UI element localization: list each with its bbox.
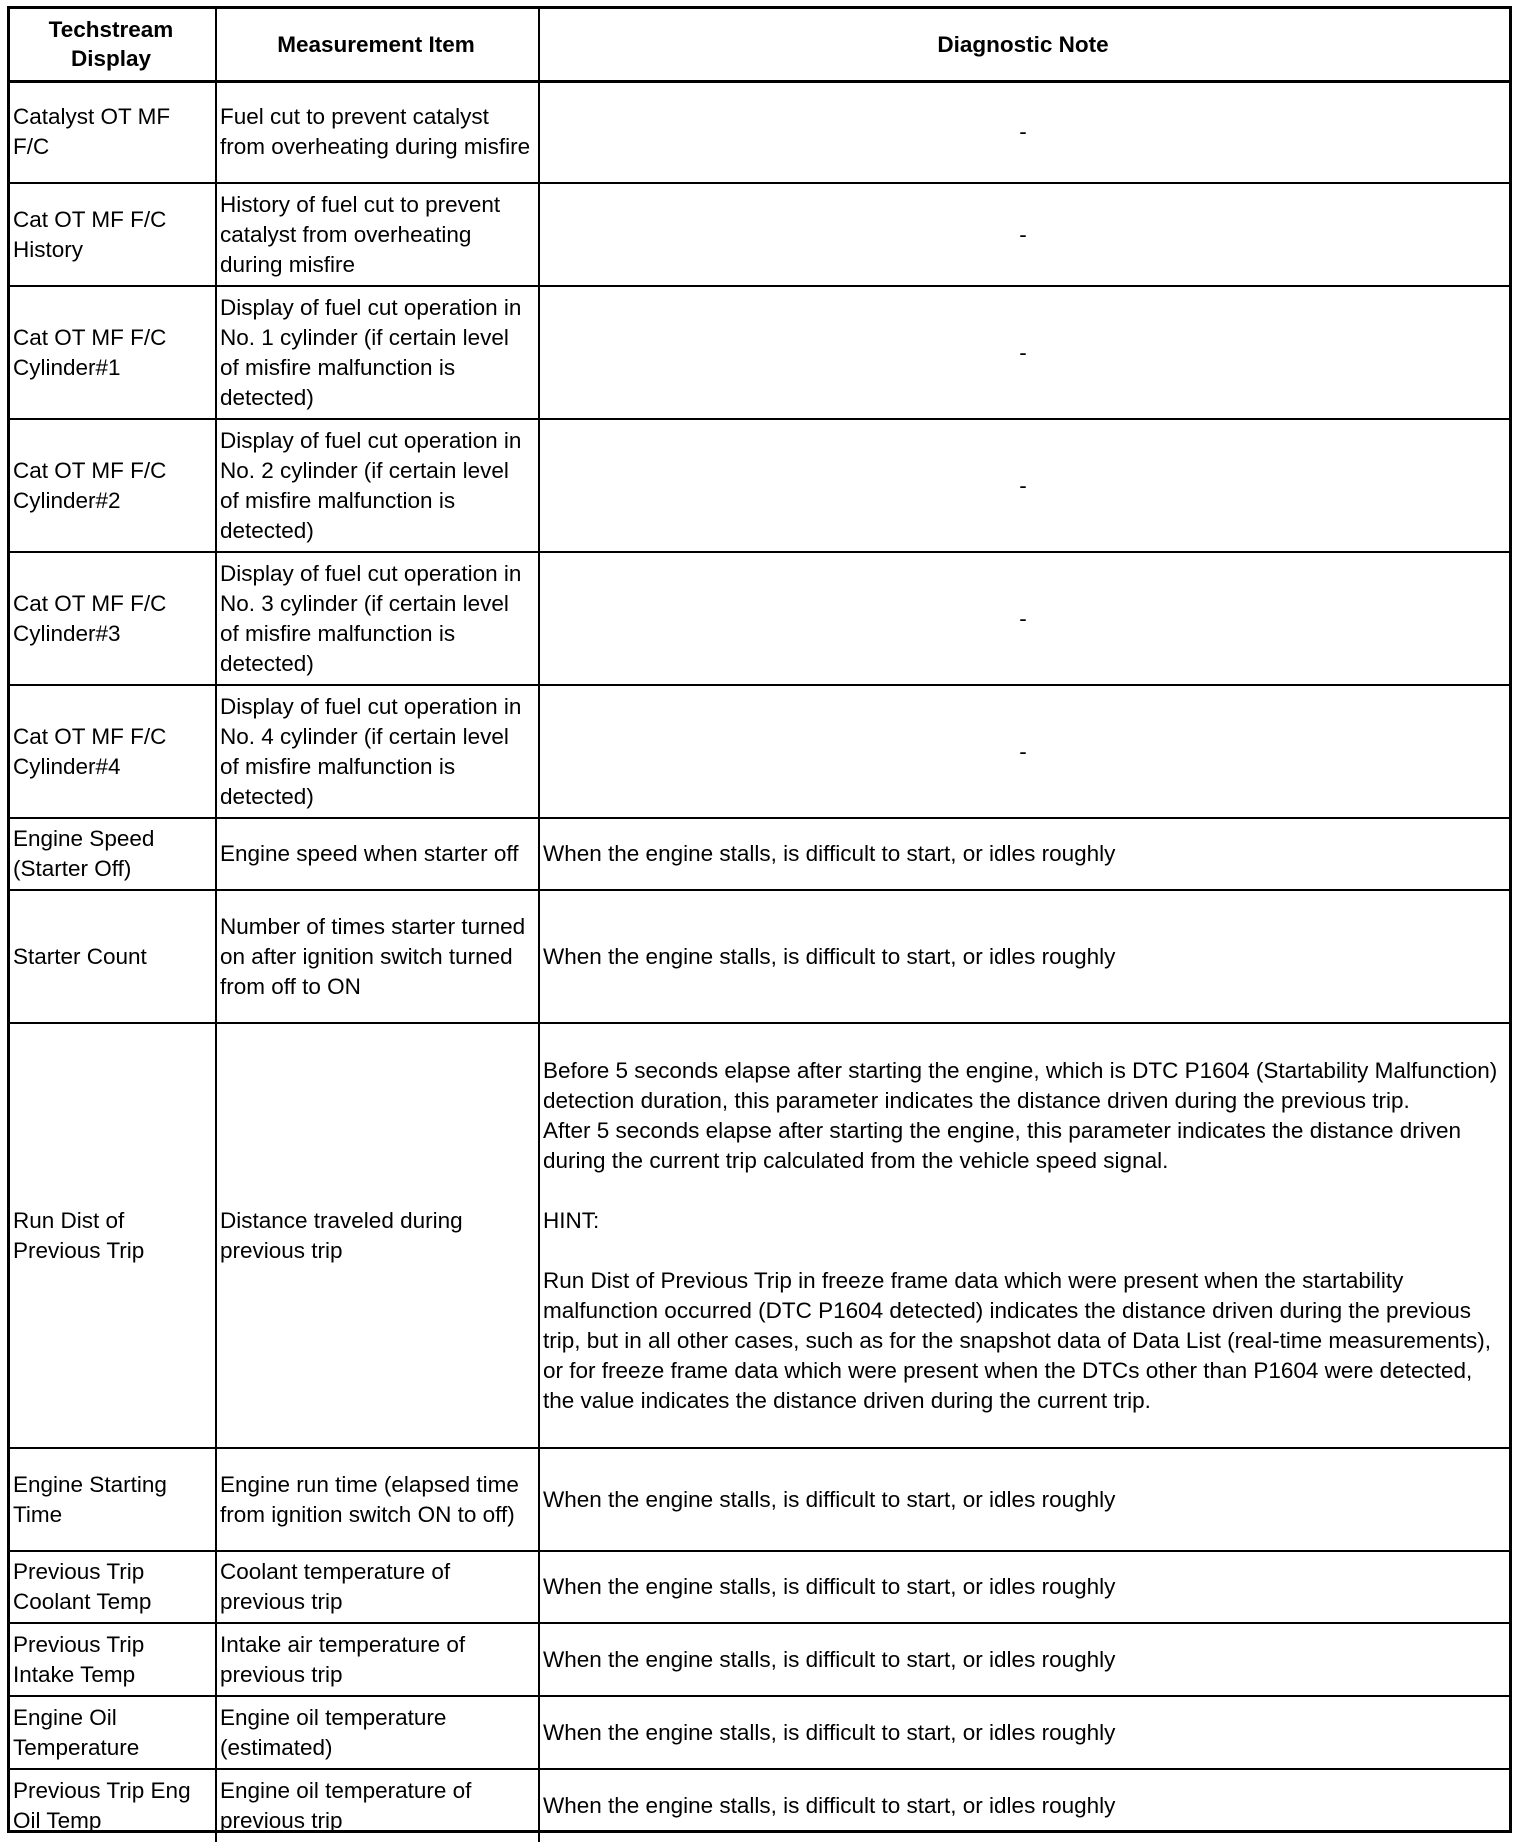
cell-item: Fuel cut to prevent catalyst from overheating during misfire (216, 81, 539, 183)
header-row (10, 9, 1509, 81)
note-paragraph: Before 5 seconds elapse after starting the engine, which is DTC P1604 (Startability Malfunction) detection duration, this parameter indicates the distance driven during the previous trip. (543, 1057, 1498, 1113)
cell-item: Engine oil temperature (estimated) (216, 1696, 539, 1769)
cell-display: Engine Oil Temperature (10, 1696, 216, 1769)
table-row (10, 1023, 1509, 1448)
table-row (10, 818, 1509, 890)
cell-display: Previous Trip Eng Oil Temp (10, 1769, 216, 1842)
cell-item: Display of fuel cut operation in No. 3 cylinder (if certain level of misfire malfunction is detected) (216, 552, 539, 685)
cell-note: When the engine stalls, is difficult to start, or idles roughly (539, 1551, 1509, 1623)
cell-note: When the engine stalls, is difficult to start, or idles roughly (539, 1448, 1509, 1551)
data-list-table-document (7, 6, 1512, 1833)
table-row (10, 1448, 1509, 1551)
cell-note: - (539, 419, 1509, 552)
cell-note: - (539, 685, 1509, 818)
cell-display: Previous Trip Intake Temp (10, 1623, 216, 1696)
cell-display: Run Dist of Previous Trip (10, 1023, 216, 1448)
table-row (10, 419, 1509, 552)
note-paragraph: Run Dist of Previous Trip in freeze frame data which were present when the startability malfunction occurred (DTC P1604 detected) indicates the distance driven during the previous trip, but in all other cases, such as for the snapshot data of Data List (real-time measurements), or for freeze frame data which were present when the DTCs other than P1604 were detected, the value indicates the distance driven during the current trip. (543, 1267, 1491, 1413)
cell-note: When the engine stalls, is difficult to start, or idles roughly (539, 1623, 1509, 1696)
cell-display: Cat OT MF F/C Cylinder#4 (10, 685, 216, 818)
cell-display: Starter Count (10, 890, 216, 1023)
cell-note: - (539, 183, 1509, 286)
table-row (10, 1551, 1509, 1623)
cell-note: When the engine stalls, is difficult to start, or idles roughly (539, 1696, 1509, 1769)
cell-note: When the engine stalls, is difficult to start, or idles roughly (539, 1769, 1509, 1842)
table-row (10, 1696, 1509, 1769)
cell-item: Engine run time (elapsed time from ignition switch ON to off) (216, 1448, 539, 1551)
paragraph-spacer (543, 1236, 1503, 1266)
cell-note: When the engine stalls, is difficult to start, or idles roughly (539, 818, 1509, 890)
cell-display: Previous Trip Coolant Temp (10, 1551, 216, 1623)
cell-item: Engine speed when starter off (216, 818, 539, 890)
cell-note (539, 1023, 1509, 1448)
paragraph-spacer (543, 1176, 1503, 1206)
cell-item: Coolant temperature of previous trip (216, 1551, 539, 1623)
cell-display: Cat OT MF F/C Cylinder#1 (10, 286, 216, 419)
cell-item: History of fuel cut to prevent catalyst from overheating during misfire (216, 183, 539, 286)
header-diagnostic-note: Diagnostic Note (539, 9, 1509, 81)
table-row (10, 890, 1509, 1023)
cell-item: Number of times starter turned on after ignition switch turned from off to ON (216, 890, 539, 1023)
table-row (10, 1623, 1509, 1696)
cell-note: - (539, 81, 1509, 183)
cell-item: Intake air temperature of previous trip (216, 1623, 539, 1696)
table-row (10, 685, 1509, 818)
note-paragraph: After 5 seconds elapse after starting the engine, this parameter indicates the distance driven during the current trip calculated from the vehicle speed signal. (543, 1117, 1462, 1173)
cell-display: Cat OT MF F/C History (10, 183, 216, 286)
cell-item: Display of fuel cut operation in No. 4 cylinder (if certain level of misfire malfunction is detected) (216, 685, 539, 818)
table-row (10, 286, 1509, 419)
hint-label: HINT: (543, 1207, 600, 1233)
cell-display: Engine Speed (Starter Off) (10, 818, 216, 890)
cell-display: Engine Starting Time (10, 1448, 216, 1551)
data-list-table (10, 9, 1509, 1842)
cell-note: - (539, 286, 1509, 419)
cell-display: Catalyst OT MF F/C (10, 81, 216, 183)
cell-display: Cat OT MF F/C Cylinder#3 (10, 552, 216, 685)
cell-display: Cat OT MF F/C Cylinder#2 (10, 419, 216, 552)
table-row (10, 1769, 1509, 1842)
cell-item: Engine oil temperature of previous trip (216, 1769, 539, 1842)
cell-item: Display of fuel cut operation in No. 2 cylinder (if certain level of misfire malfunction is detected) (216, 419, 539, 552)
cell-item: Distance traveled during previous trip (216, 1023, 539, 1448)
table-row (10, 81, 1509, 183)
header-techstream-display: Techstream Display (10, 9, 216, 81)
cell-note: When the engine stalls, is difficult to start, or idles roughly (539, 890, 1509, 1023)
cell-note: - (539, 552, 1509, 685)
table-row (10, 183, 1509, 286)
table-row (10, 552, 1509, 685)
header-measurement-item: Measurement Item (216, 9, 539, 81)
cell-item: Display of fuel cut operation in No. 1 cylinder (if certain level of misfire malfunction is detected) (216, 286, 539, 419)
